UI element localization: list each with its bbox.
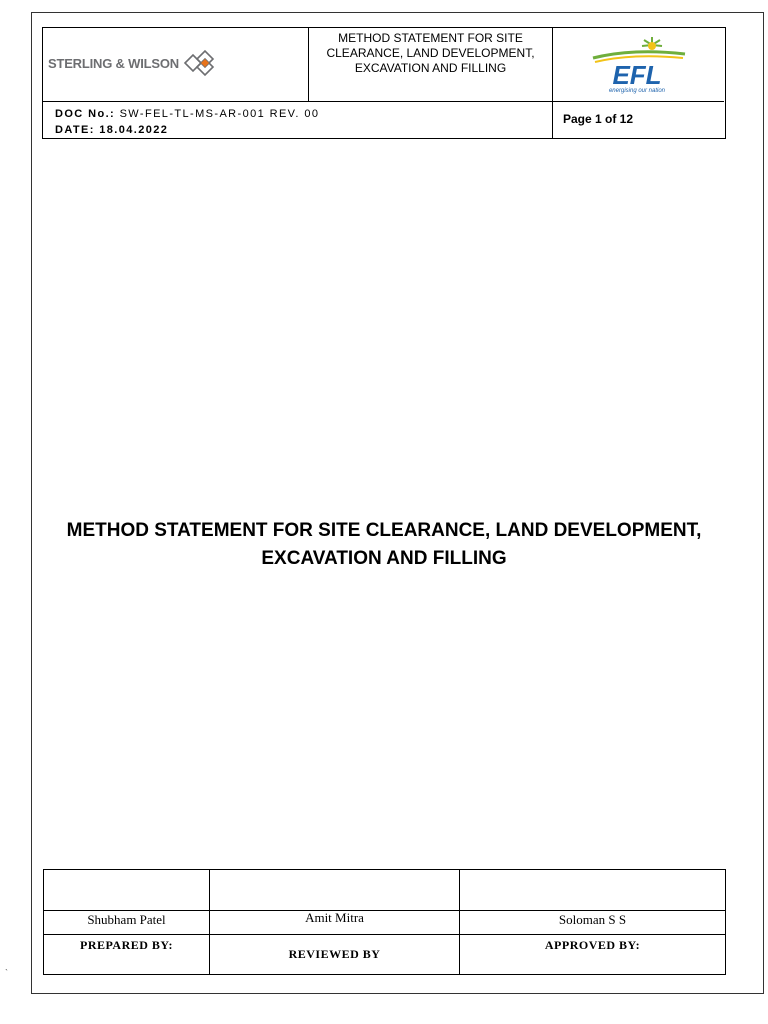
- efl-logo: [573, 36, 703, 96]
- header-title-line-3: EXCAVATION AND FILLING: [354, 61, 507, 75]
- sterling-wilson-logo-text: STERLING & WILSON: [48, 55, 179, 71]
- page-border: [31, 12, 764, 994]
- document-title-line-2: EXCAVATION AND FILLING: [261, 548, 507, 569]
- header-title-line-2: CLEARANCE, LAND DEVELOPMENT,: [326, 46, 535, 60]
- approved-by-name: Soloman S S: [558, 912, 627, 927]
- reviewed-by-name: Amit Mitra: [305, 910, 364, 925]
- reviewed-column: [210, 870, 460, 974]
- doc-number: SW-FEL-TL-MS-AR-001 REV. 00: [119, 108, 320, 120]
- approved-by-label: APPROVED BY:: [544, 938, 641, 952]
- header-title-line-1: METHOD STATEMENT FOR SITE: [338, 31, 523, 45]
- page-number: Page 1 of 12: [563, 112, 634, 126]
- reviewed-by-label: REVIEWED BY: [288, 947, 381, 961]
- doc-info: [43, 102, 553, 138]
- company-logo-cell: [43, 28, 309, 102]
- signature-table: [43, 869, 726, 975]
- sun-icon: [642, 37, 662, 50]
- date-label: DATE:: [55, 124, 95, 136]
- document-title-line-1: METHOD STATEMENT FOR SITE CLEARANCE, LAND DEVELOPMENT,: [66, 520, 702, 541]
- margin-mark: `: [5, 968, 8, 978]
- prepared-by-name: Shubham Patel: [87, 912, 166, 927]
- header-title: [309, 28, 553, 102]
- doc-number-label: DOC No.:: [55, 108, 116, 120]
- efl-logo-text: EFL: [612, 60, 662, 90]
- prepared-by-label: PREPARED BY:: [79, 938, 173, 952]
- doc-number-row: [55, 106, 552, 122]
- document-header: [42, 27, 726, 139]
- prepared-column: [44, 870, 210, 974]
- client-logo-cell: [553, 28, 724, 102]
- efl-tagline: energising our nation: [608, 88, 666, 94]
- document-title: [40, 517, 728, 573]
- approved-column: [460, 870, 725, 974]
- date-row: [55, 122, 552, 138]
- sterling-wilson-logo: [48, 46, 217, 80]
- date-value: 18.04.2022: [99, 124, 169, 136]
- sterling-wilson-mark-icon: [181, 46, 217, 80]
